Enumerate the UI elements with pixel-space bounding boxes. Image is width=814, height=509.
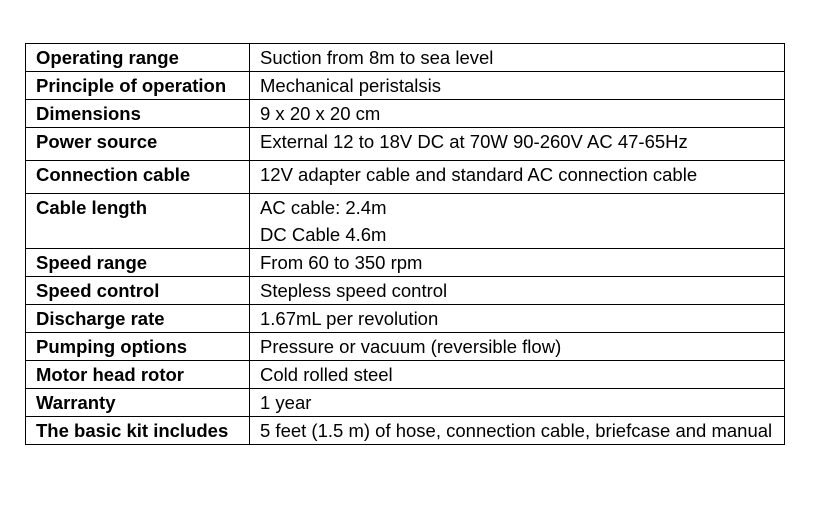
spec-value: 1.67mL per revolution: [250, 305, 785, 333]
table-row: [26, 305, 785, 333]
table-row: [26, 389, 785, 417]
table-row: [26, 44, 785, 72]
table-row: [26, 333, 785, 361]
spec-value: Cold rolled steel: [250, 361, 785, 389]
table-row: [26, 100, 785, 128]
spec-label: Motor head rotor: [26, 361, 250, 389]
spec-value: 9 x 20 x 20 cm: [250, 100, 785, 128]
spec-label: Pumping options: [26, 333, 250, 361]
table-row: [26, 128, 785, 161]
spec-label: Connection cable: [26, 161, 250, 194]
table-row: [26, 194, 785, 249]
table-row: [26, 417, 785, 445]
table-row: [26, 72, 785, 100]
spec-value: Mechanical peristalsis: [250, 72, 785, 100]
table-row: [26, 361, 785, 389]
spec-label: Cable length: [26, 194, 250, 249]
spec-value: 12V adapter cable and standard AC connection cable: [250, 161, 785, 194]
specifications-table: [25, 43, 785, 445]
spec-value: 5 feet (1.5 m) of hose, connection cable, briefcase and manual: [250, 417, 785, 445]
spec-label: The basic kit includes: [26, 417, 250, 445]
table-row: [26, 249, 785, 277]
table-row: [26, 277, 785, 305]
spec-label: Principle of operation: [26, 72, 250, 100]
spec-label: Dimensions: [26, 100, 250, 128]
spec-label: Power source: [26, 128, 250, 161]
table-row: [26, 161, 785, 194]
spec-label: Discharge rate: [26, 305, 250, 333]
spec-value: 1 year: [250, 389, 785, 417]
spec-value: Pressure or vacuum (reversible flow): [250, 333, 785, 361]
spec-value: Stepless speed control: [250, 277, 785, 305]
spec-label: Warranty: [26, 389, 250, 417]
spec-value: External 12 to 18V DC at 70W 90-260V AC 47-65Hz: [250, 128, 785, 161]
spec-label: Speed range: [26, 249, 250, 277]
spec-value: Suction from 8m to sea level: [250, 44, 785, 72]
spec-value: AC cable: 2.4m DC Cable 4.6m: [250, 194, 785, 249]
spec-label: Operating range: [26, 44, 250, 72]
spec-label: Speed control: [26, 277, 250, 305]
spec-value: From 60 to 350 rpm: [250, 249, 785, 277]
